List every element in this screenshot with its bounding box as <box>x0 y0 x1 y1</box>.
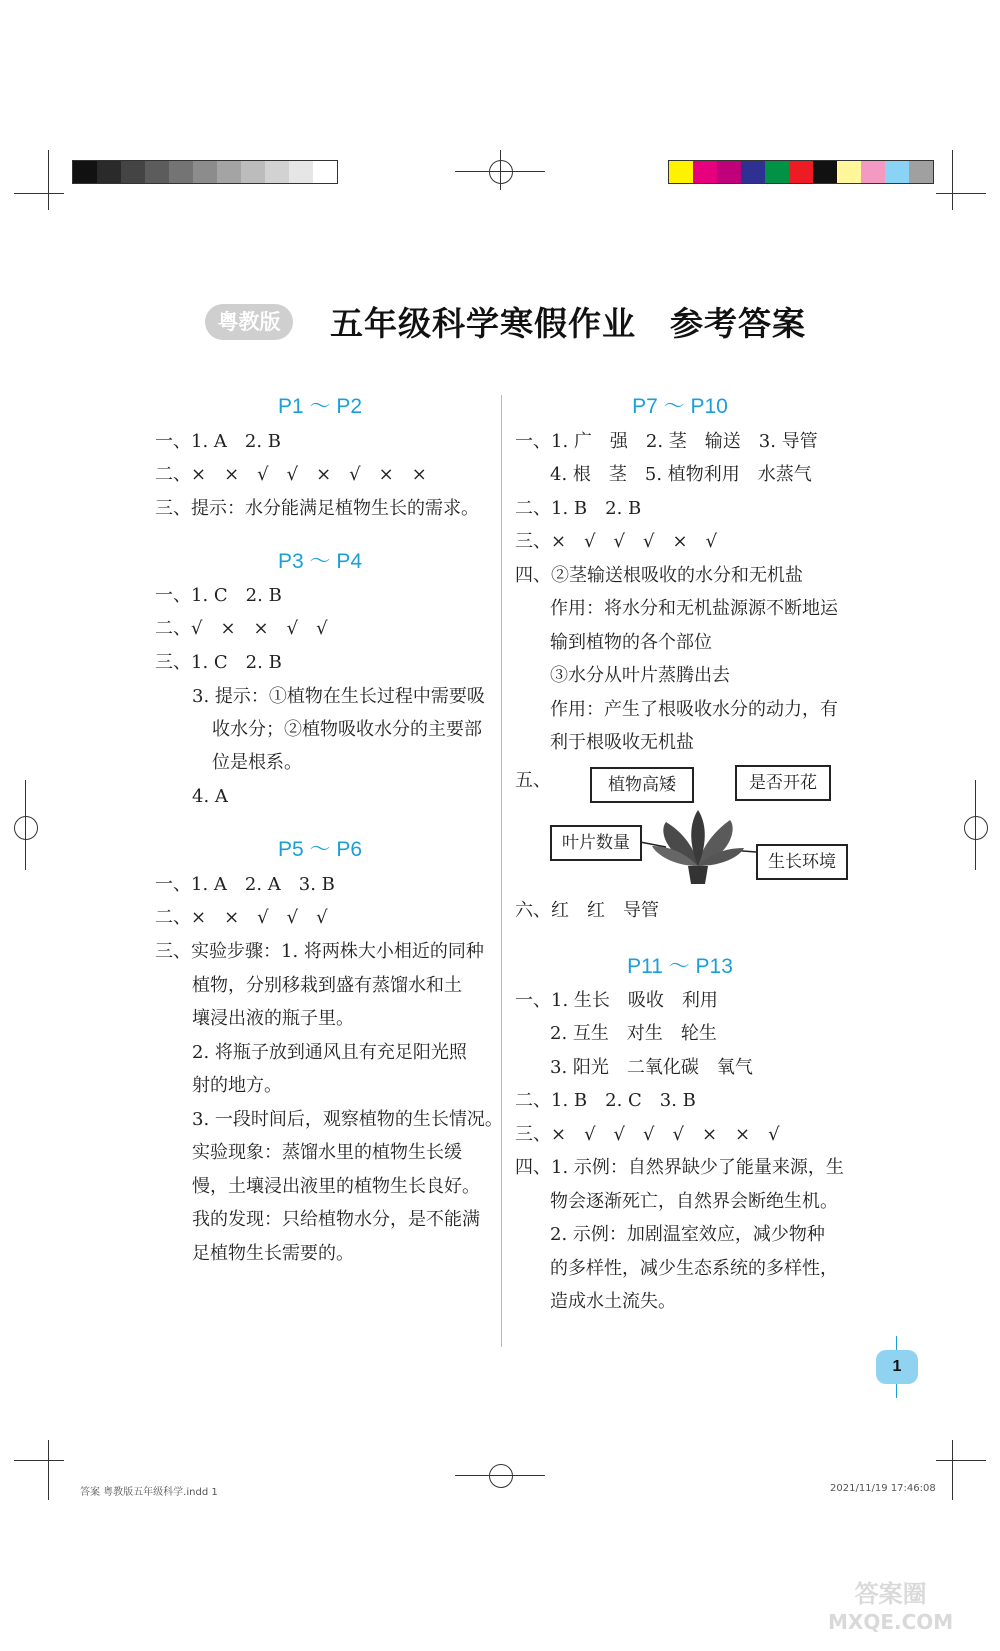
color-swatch <box>693 161 717 183</box>
gray-swatch <box>121 161 145 183</box>
answer-line: 收水分；②植物吸收水分的主要部 <box>212 719 482 740</box>
color-swatch <box>909 161 933 183</box>
answer-line: 三、提示：水分能满足植物生长的需求。 <box>155 498 479 519</box>
edition-badge: 粤教版 <box>205 304 293 340</box>
section-heading: P5 ～ P6 <box>277 838 363 861</box>
answer-line: 3. 一段时间后，观察植物的生长情况。 <box>192 1109 503 1130</box>
answer-line: 二、1. B 2. C 3. B <box>515 1090 696 1111</box>
answer-line: 射的地方。 <box>192 1075 282 1096</box>
page-number: 1 <box>876 1350 918 1384</box>
section-heading: P3 ～ P4 <box>277 550 363 573</box>
color-swatch <box>813 161 837 183</box>
gray-swatch <box>169 161 193 183</box>
registration-mark <box>489 160 513 184</box>
color-swatch <box>765 161 789 183</box>
answer-line: 三、实验步骤：1. 将两株大小相近的同种 <box>155 941 484 962</box>
answer-line: 作用：产生了根吸收水分的动力，有 <box>550 699 838 720</box>
answer-line: 2. 示例：加剧温室效应，减少物种 <box>550 1224 825 1245</box>
crop-mark <box>952 1440 953 1500</box>
answer-line: 一、1. A 2. B <box>155 431 282 452</box>
answer-line: 4. A <box>192 786 228 807</box>
answer-line: 作用：将水分和无机盐源源不断地运 <box>550 598 838 619</box>
gray-swatch <box>73 161 97 183</box>
crop-mark <box>952 150 953 210</box>
question-five-label: 五、 <box>515 770 551 791</box>
answer-line: 壤浸出液的瓶子里。 <box>192 1008 354 1029</box>
diagram-box-flowering: 是否开花 <box>735 765 831 801</box>
answer-line: 一、1. C 2. B <box>155 585 282 606</box>
answer-line: 三、1. C 2. B <box>155 652 282 673</box>
answer-line: 输到植物的各个部位 <box>550 632 712 653</box>
answer-line: 慢，土壤浸出液里的植物生长良好。 <box>192 1176 480 1197</box>
answer-line: 三、× √ √ √ × √ <box>515 531 718 552</box>
crop-mark <box>48 1440 49 1500</box>
answer-line: 实验现象：蒸馏水里的植物生长缓 <box>192 1142 462 1163</box>
gray-swatch <box>97 161 121 183</box>
color-swatch <box>885 161 909 183</box>
registration-line <box>455 1475 545 1476</box>
plant-pot-icon <box>688 866 708 884</box>
answer-line: 造成水土流失。 <box>550 1291 676 1312</box>
color-swatch <box>837 161 861 183</box>
registration-line <box>25 780 26 870</box>
answer-line: 位是根系。 <box>212 752 302 773</box>
color-swatch <box>669 161 693 183</box>
section-heading: P1 ～ P2 <box>277 395 363 418</box>
section-heading: P11 ～ P13 <box>627 955 733 978</box>
cmyk-color-bar <box>668 160 934 184</box>
gray-swatch <box>313 161 337 183</box>
answer-line: 四、1. 示例：自然界缺少了能量来源，生 <box>515 1157 844 1178</box>
answer-line: 2. 互生 对生 轮生 <box>550 1023 717 1044</box>
crop-mark <box>936 1460 986 1461</box>
crop-mark <box>14 193 64 194</box>
grayscale-color-bar <box>72 160 338 184</box>
watermark-title: 答案圈 <box>854 1580 927 1608</box>
answer-line: 一、1. 广 强 2. 茎 输送 3. 导管 <box>515 431 818 452</box>
answer-line: 一、1. 生长 吸收 利用 <box>515 990 718 1011</box>
answer-line: 3. 提示：①植物在生长过程中需要吸 <box>192 686 485 707</box>
answer-line: 三、× √ √ √ √ × × √ <box>515 1124 780 1145</box>
diagram-box-plant-height: 植物高矮 <box>590 767 694 803</box>
answer-line: 2. 将瓶子放到通风且有充足阳光照 <box>192 1042 467 1063</box>
registration-mark <box>964 816 988 840</box>
answer-line: 物会逐渐死亡，自然界会断绝生机。 <box>550 1191 838 1212</box>
gray-swatch <box>193 161 217 183</box>
diagram-box-leaf-count: 叶片数量 <box>550 825 642 861</box>
section-heading: P7 ～ P10 <box>632 395 728 418</box>
gray-swatch <box>289 161 313 183</box>
footer-file-name: 答案 粤教版五年级科学.indd 1 <box>80 1487 218 1498</box>
answer-line: 二、× × √ √ √ <box>155 907 328 928</box>
gray-swatch <box>265 161 289 183</box>
watermark-url: MXQE.COM <box>828 1610 954 1634</box>
registration-line <box>500 150 501 190</box>
color-swatch <box>789 161 813 183</box>
answer-line: 一、1. A 2. A 3. B <box>155 874 335 895</box>
answer-line: ③水分从叶片蒸腾出去 <box>550 665 730 686</box>
page-title: 五年级科学寒假作业 参考答案 <box>330 304 806 343</box>
answer-line: 六、红 红 导管 <box>515 900 659 921</box>
registration-mark <box>14 816 38 840</box>
gray-swatch <box>241 161 265 183</box>
footer-timestamp: 2021/11/19 17:46:08 <box>830 1483 936 1494</box>
answer-line: 的多样性，减少生态系统的多样性， <box>550 1258 838 1279</box>
gray-swatch <box>145 161 169 183</box>
answer-line: 我的发现：只给植物水分，是不能满 <box>192 1209 480 1230</box>
color-swatch <box>741 161 765 183</box>
answer-line: 3. 阳光 二氧化碳 氧气 <box>550 1057 753 1078</box>
registration-line <box>975 780 976 870</box>
crop-mark <box>14 1460 64 1461</box>
answer-line: 四、②茎输送根吸收的水分和无机盐 <box>515 565 803 586</box>
answer-line: 足植物生长需要的。 <box>192 1243 354 1264</box>
color-swatch <box>717 161 741 183</box>
column-divider <box>501 395 502 1347</box>
registration-mark <box>489 1464 513 1488</box>
crop-mark <box>48 150 49 210</box>
answer-line: 二、× × √ √ × √ × × <box>155 464 427 485</box>
crop-mark <box>936 193 986 194</box>
diagram-box-environment: 生长环境 <box>756 844 848 880</box>
watermark <box>828 1580 953 1636</box>
answer-line: 二、1. B 2. B <box>515 498 642 519</box>
gray-swatch <box>217 161 241 183</box>
answer-line: 二、√ × × √ √ <box>155 618 328 639</box>
color-swatch <box>861 161 885 183</box>
answer-line: 4. 根 茎 5. 植物利用 水蒸气 <box>550 464 812 485</box>
answer-line: 利于根吸收无机盐 <box>550 732 694 753</box>
answer-line: 植物，分别移栽到盛有蒸馏水和土 <box>192 975 462 996</box>
